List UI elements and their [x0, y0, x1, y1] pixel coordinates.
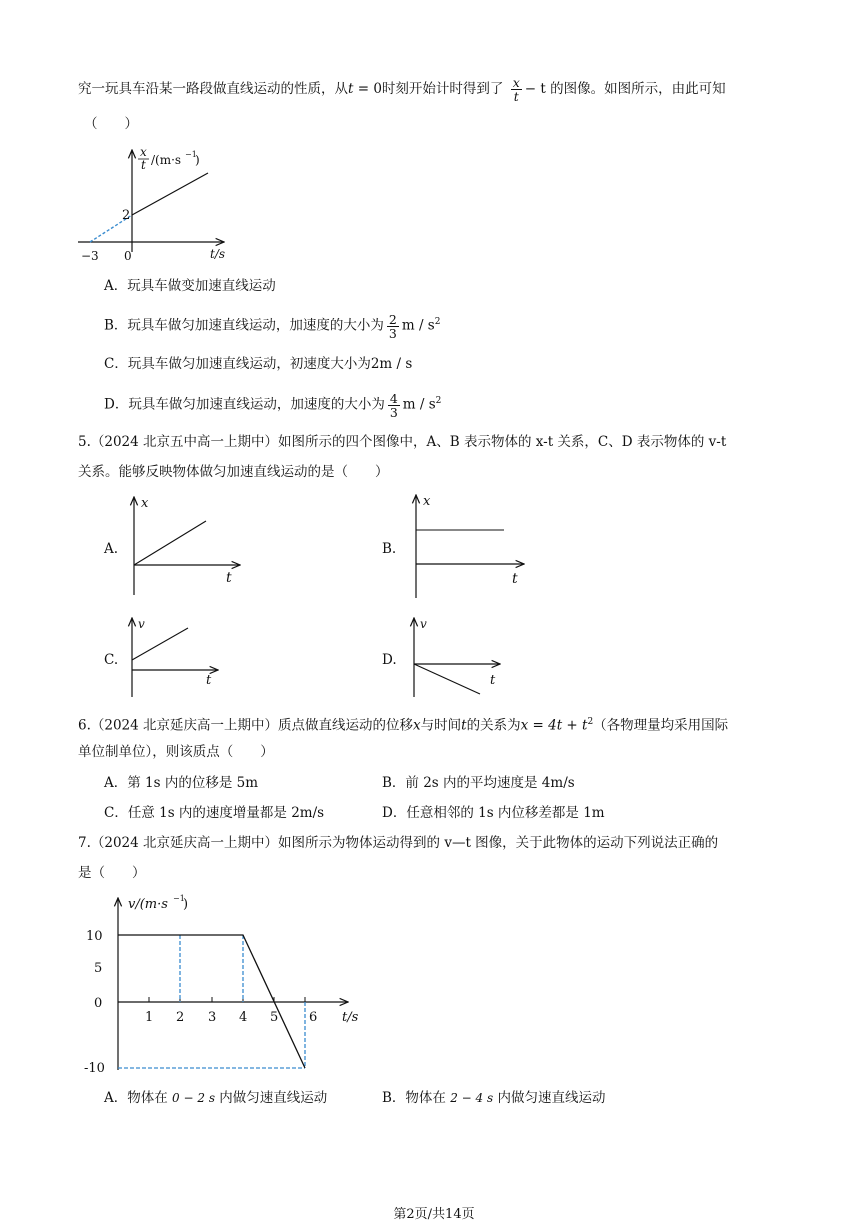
q7-x-tick-1: 1 [145, 1010, 154, 1025]
q7-x-tick-6: 6 [309, 1010, 318, 1025]
q6-option-b: B．前 2s 内的平均速度是 4m/s [382, 775, 575, 791]
q5-stem-line2: 关系。能够反映物体做匀加速直线运动的是（ ） [78, 464, 389, 480]
q4-x-tick-0: 0 [124, 249, 132, 263]
q4-graph [74, 142, 244, 267]
q7-option-b: B．物体在 2 − 4 s 内做匀速直线运动 [382, 1090, 606, 1106]
q7-x-tick-4: 4 [239, 1010, 248, 1025]
q7-y-tick-10: 10 [86, 929, 103, 944]
q6-option-a: A．第 1s 内的位移是 5m [104, 775, 259, 791]
page-footer: 第2页/共14页 [393, 1207, 475, 1222]
q6-stem-line1: 6.（2024 北京延庆高一上期中）质点做直线运动的位移x与时间t的关系为$x = 4t + t^2$（各物理量均采用国际 [78, 717, 729, 734]
q7-y-tick-0: 0 [94, 996, 103, 1011]
q6-equation: x = 4t + t [520, 717, 588, 734]
svg-text:t: t [490, 673, 496, 688]
svg-text:t: t [226, 570, 232, 586]
q4-intro: 究一玩具车沿某一路段做直线运动的性质，从t = 0时刻开始计时得到了 $\frac{x}{t}$ − t 的图像。如图所示，由此可知 [78, 75, 726, 104]
q5-graph-c [126, 614, 226, 699]
q4-option-c: C．玩具车做匀加速直线运动，初速度大小为2m / s [104, 356, 413, 372]
q7-y-tick-5: 5 [94, 961, 103, 976]
q5-graph-d [408, 614, 508, 699]
q4-xlabel: t/s [210, 247, 226, 261]
q7-x-tick-5: 5 [270, 1010, 279, 1025]
q6-option-c: C．任意 1s 内的速度增量都是 2m/s [104, 805, 325, 821]
q4-ylabel-close: ) [195, 153, 200, 167]
q7-ylabel-close: ) [183, 897, 189, 912]
q5-graph-a [126, 492, 256, 597]
q5-stem-line1: 5.（2024 北京五中高一上期中）如图所示的四个图像中，A、B 表示物体的 x-t 关系，C、D 表示物体的 v-t [78, 434, 727, 450]
q5-c-label: C. [104, 652, 119, 668]
q4-x-tick-neg3: −3 [81, 249, 99, 263]
q7-option-a: A．物体在 0 − 2 s 内做匀速直线运动 [104, 1090, 328, 1106]
svg-text:v: v [420, 617, 427, 631]
svg-text:x: x [141, 496, 149, 511]
q7-ylabel-exp: −1 [173, 894, 185, 903]
q6-stem-line2: 单位制单位），则该质点（ ） [78, 744, 274, 760]
q5-a-label: A. [104, 541, 119, 557]
svg-text:t: t [512, 571, 518, 587]
q7-stem-line2: 是（ ） [78, 865, 146, 881]
svg-text:x: x [423, 494, 431, 509]
q5-graph-b [408, 490, 538, 600]
q4-option-b: B．玩具车做匀加速直线运动，加速度的大小为 $\frac{2}{3}$ m / $s^2$ [104, 311, 441, 341]
q4-ylabel-exp: −1 [185, 150, 197, 159]
q7-x-tick-2: 2 [176, 1010, 185, 1025]
q4-graph-line [132, 173, 208, 215]
q5-d-label: D. [382, 652, 397, 668]
q4-y-tick-2: 2 [122, 208, 131, 223]
q7-stem-line1: 7.（2024 北京延庆高一上期中）如图所示为物体运动得到的 v—t 图像，关于此物体的运动下列说法正确的 [78, 835, 719, 851]
svg-text:t: t [206, 673, 212, 688]
q6-option-d: D．任意相邻的 1s 内位移差都是 1m [382, 805, 605, 821]
q7-ylabel: v/(m·s [128, 897, 168, 912]
q7-x-tick-3: 3 [208, 1010, 217, 1025]
q7-graph [80, 890, 380, 1080]
q7-y-tick-neg10: -10 [84, 1061, 105, 1076]
q7-xlabel: t/s [342, 1010, 359, 1025]
q4-ylabel-num: x [140, 145, 147, 159]
q5-b-label: B. [382, 541, 397, 557]
q4-ylabel-den: t [141, 158, 146, 172]
q4-option-d: D．玩具车做匀加速直线运动，加速度的大小为 $\frac{4}{3}$ m / $s^2$ [104, 390, 442, 420]
q4-fraction: $\frac{x}{t}$ [512, 75, 520, 104]
q4-ylabel-unit: /(m·s [151, 153, 182, 167]
svg-text:v: v [138, 617, 145, 631]
q4-paren: （ ） [84, 116, 138, 132]
q4-option-a: A．玩具车做变加速直线运动 [104, 278, 276, 294]
